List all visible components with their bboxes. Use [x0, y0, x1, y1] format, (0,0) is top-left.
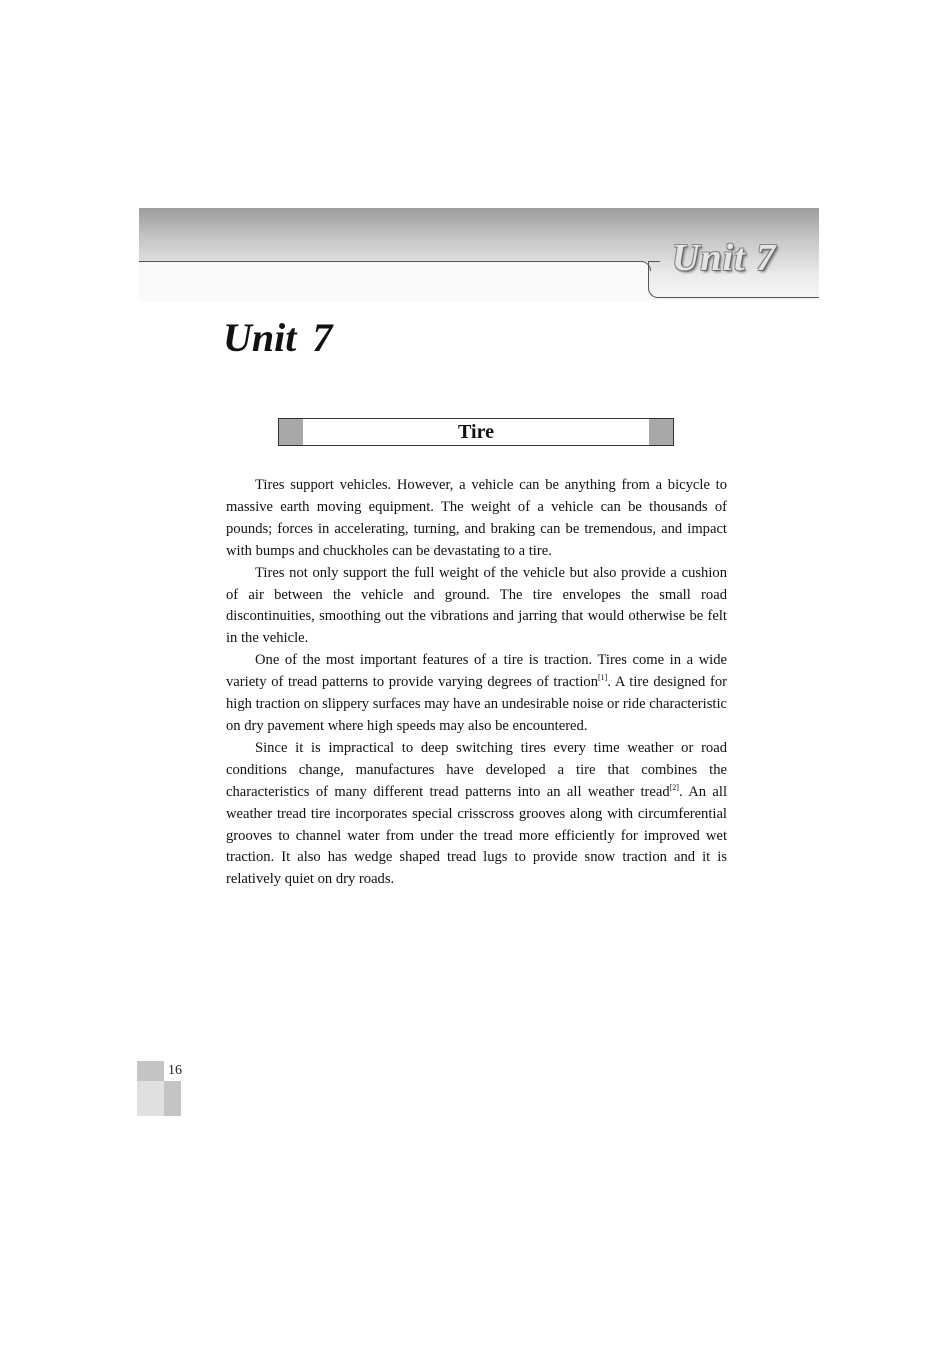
- paragraph-4: [226, 738, 727, 891]
- footnote-ref-2[interactable]: [2]: [669, 782, 679, 792]
- paragraph-3-text-after: . A tire designed for high traction on slippery surfaces may have an undesirable noise or ride characteristic on dry pavement where high speeds may also be encountered.: [226, 674, 727, 734]
- unit-title: Unit 7: [223, 315, 333, 360]
- paragraph-4-text-after: . An all weather tread tire incorporates special crisscross grooves along with circumferential grooves to channel water from under the tread more efficiently for improved wet traction. It also has wedge shaped tread lugs to provide snow traction and it is relatively quiet on dry roads.: [226, 783, 728, 888]
- header-tab-bottom-line: [660, 297, 819, 298]
- paragraph-3-text-before: One of the most important features of a tire is traction. Tires come in a wide variety of tread patterns to provide varying degrees of traction: [226, 652, 727, 691]
- page-number: 16: [168, 1063, 182, 1078]
- running-header-title: Unit 7: [672, 237, 777, 279]
- paragraph-3: [226, 650, 727, 738]
- section-title: Tire: [458, 421, 494, 443]
- header-tab-edge: [648, 261, 660, 298]
- body-text: [226, 475, 727, 891]
- header-band-lower: [139, 262, 648, 302]
- paragraph-1: Tires support vehicles. However, a vehicle can be anything from a bicycle to massive earth moving equipment. The weight of a vehicle can be thousands of pounds; forces in accelerating, turning, and braking can be tremendous, and impact with bumps and chuckholes can be devastating to a tire.: [226, 477, 727, 559]
- section-title-box: [278, 418, 674, 446]
- paragraph-2: Tires not only support the full weight of the vehicle but also provide a cushion of air between the vehicle and ground. The tire envelopes the small road discontinuities, smoothing out the vibrations and jarring that would otherwise be felt in the vehicle.: [226, 564, 727, 647]
- header-divider: [139, 261, 643, 262]
- paragraph-4-text-before: Since it is impractical to deep switching tires every time weather or road conditions change, manufactures have developed a tire that combines the characteristics of many different tread patterns into an all weather tread: [226, 739, 727, 800]
- footnote-ref-1[interactable]: [1]: [598, 673, 608, 683]
